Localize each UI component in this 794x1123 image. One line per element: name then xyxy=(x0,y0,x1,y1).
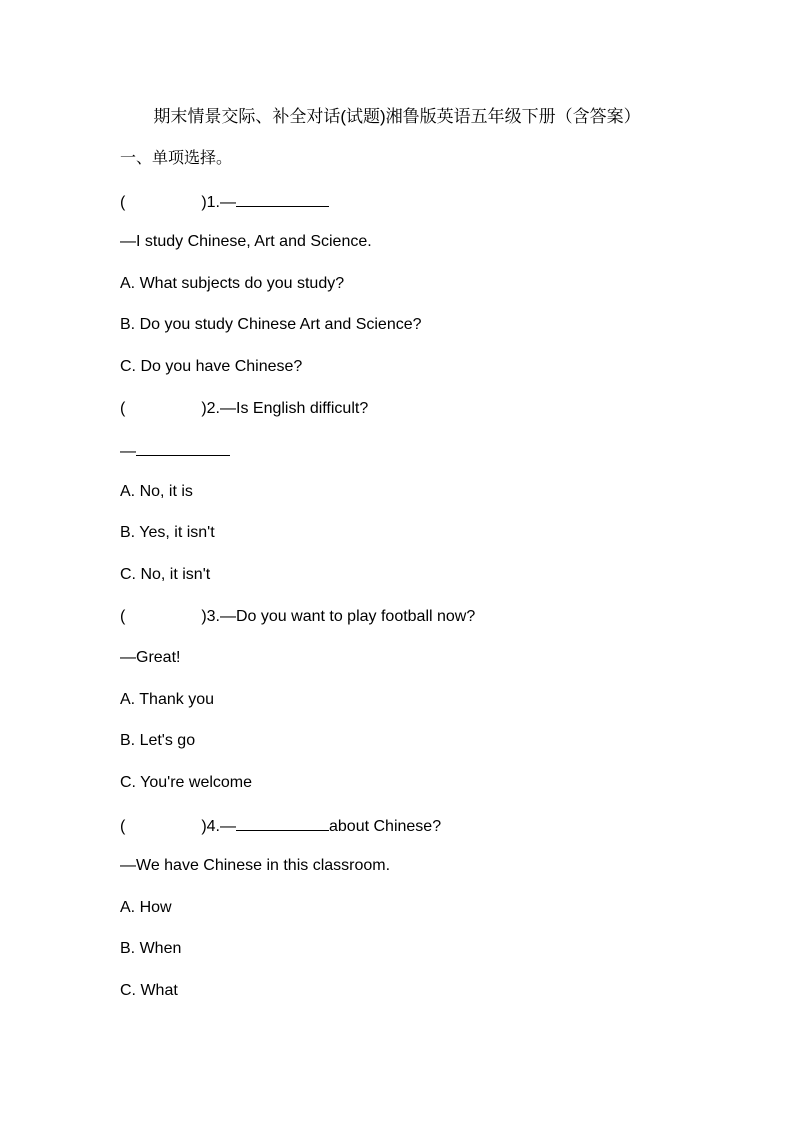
question-2-option-a: A. No, it is xyxy=(120,483,193,500)
answer-paren-open: ( xyxy=(120,400,126,417)
question-1-option-c: C. Do you have Chinese? xyxy=(120,358,303,375)
question-1-reply: —I study Chinese, Art and Science. xyxy=(120,233,372,250)
question-3-option-a: A. Thank you xyxy=(120,691,214,708)
question-1-option-a: A. What subjects do you study? xyxy=(120,275,345,292)
question-4-stem xyxy=(120,814,441,838)
question-2-option-b: B. Yes, it isn't xyxy=(120,524,215,541)
question-3-stem xyxy=(120,606,475,628)
question-3-option-c: C. You're welcome xyxy=(120,774,253,791)
section-heading: 一、单项选择。 xyxy=(120,150,233,167)
question-4-prompt-tail: about Chinese? xyxy=(329,818,442,835)
question-2-stem xyxy=(120,398,368,420)
reply-dash: — xyxy=(120,443,136,460)
question-number: )4.— xyxy=(201,818,236,835)
fill-blank[interactable] xyxy=(136,439,230,456)
question-1-option-b: B. Do you study Chinese Art and Science? xyxy=(120,316,422,333)
fill-blank[interactable] xyxy=(236,190,329,207)
answer-paren-open: ( xyxy=(120,818,126,835)
fill-blank[interactable] xyxy=(236,814,329,831)
question-2-option-c: C. No, it isn't xyxy=(120,566,211,583)
question-4-option-a: A. How xyxy=(120,899,172,916)
question-2-reply xyxy=(120,439,230,463)
document-title: 期末情景交际、补全对话(试题)湘鲁版英语五年级下册（含答案） xyxy=(153,107,641,126)
question-4-reply: —We have Chinese in this classroom. xyxy=(120,857,391,874)
question-1-stem xyxy=(120,190,329,214)
question-3-option-b: B. Let's go xyxy=(120,732,196,749)
question-number: )2.—Is English difficult? xyxy=(201,400,369,417)
question-number: )1.— xyxy=(201,194,236,211)
question-4-option-b: B. When xyxy=(120,940,182,957)
answer-paren-open: ( xyxy=(120,608,126,625)
question-number: )3.—Do you want to play football now? xyxy=(201,608,476,625)
question-4-option-c: C. What xyxy=(120,982,178,999)
question-3-reply: —Great! xyxy=(120,649,181,666)
answer-paren-open: ( xyxy=(120,194,126,211)
